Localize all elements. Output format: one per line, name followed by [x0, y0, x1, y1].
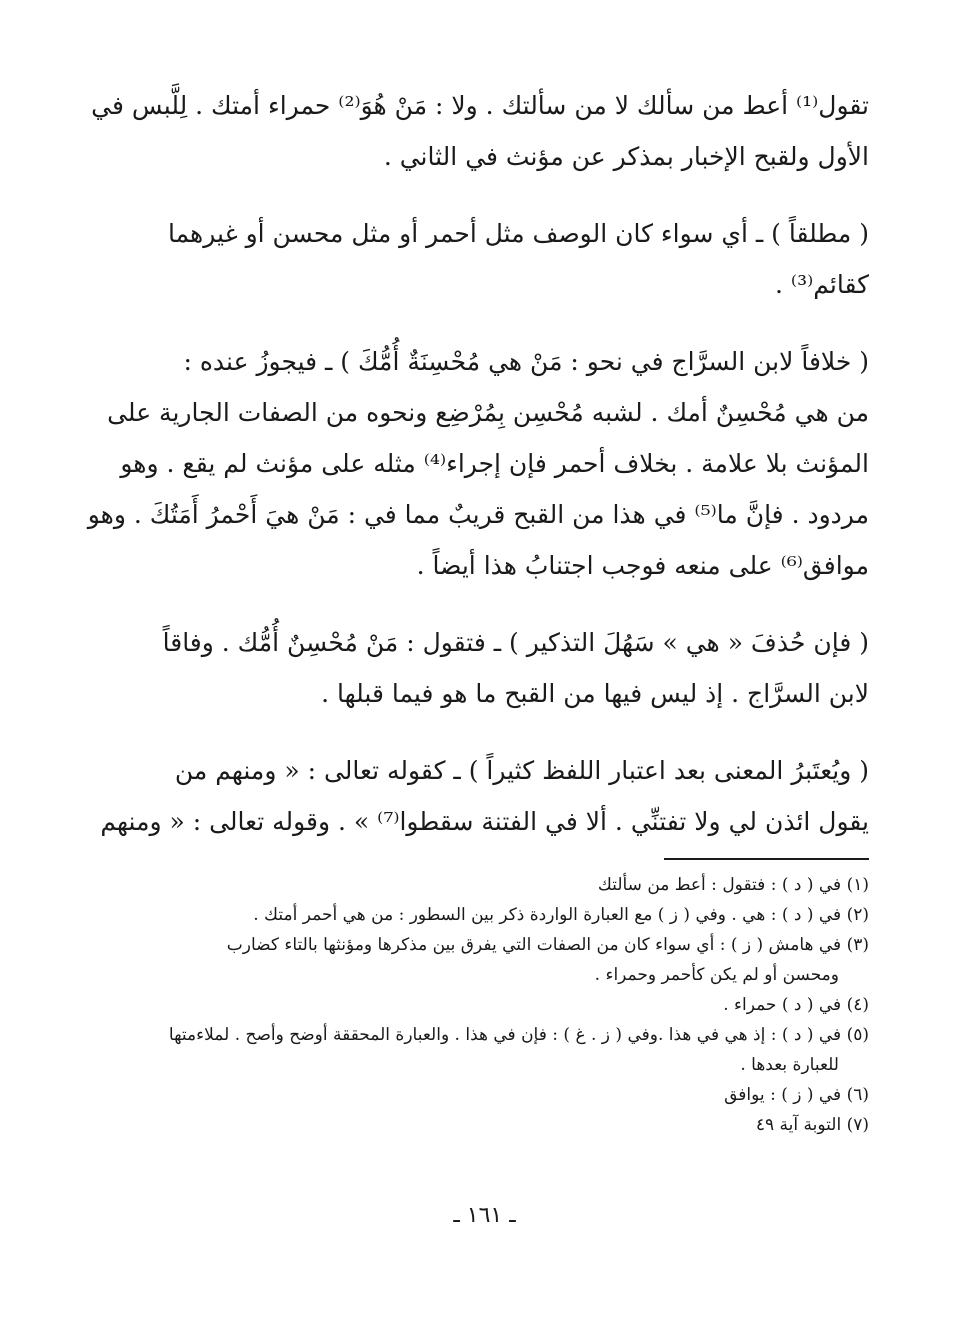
- text-line: مردود . فإنَّ ما⁽⁵⁾ في هذا من القبح قريبٌ مما في : مَنْ هيَ أَحْمرُ أَمَتُكَ . وهو: [87, 500, 869, 529]
- text-line: تقول⁽¹⁾ أعط من سألك لا من سألتك . ولا : مَنْ هُوَ⁽²⁾ حمراء أمتك . لِلَّبس في: [91, 91, 869, 120]
- text-line: ( ويُعتَبرُ المعنى بعد اعتبار اللفظ كثيراً ) ـ كقوله تعالى : « ومنهم من: [174, 756, 869, 785]
- text-line: كقائم⁽³⁾ .: [775, 270, 869, 299]
- footnote-1: (١) في ( د ) : فتقول : أعط من سألتك: [597, 875, 869, 895]
- footnote-5: (٥) في ( د ) : إذ هي في هذا .وفي ( ز . غ ) : فإن في هذا . والعبارة المحققة أوضح وأصح . لملاءمتها: [168, 1025, 869, 1045]
- main-text: [87, 80, 869, 873]
- text-line: ( خلافاً لابن السرَّاج في نحو : مَنْ هي مُحْسِنَةٌ أُمُّكَ ) ـ فيجوزُ عنده :: [183, 347, 869, 376]
- footnote-3: (٣) في هامش ( ز ) : أي سواء كان من الصفات التي يفرق بين مذكرها ومؤنثها بالتاء كضارب: [226, 935, 869, 955]
- text-line: يقول ائذن لي ولا تفتنِّي . ألا في الفتنة سقطوا⁽⁷⁾ » . وقوله تعالى : « ومنهم: [100, 807, 869, 836]
- footnote-7: (٧) التوبة آية ٤٩: [755, 1115, 869, 1135]
- footnote-4: (٤) في ( د ) حمراء .: [723, 995, 869, 1015]
- paragraph-3: [87, 336, 869, 591]
- text-line: موافق⁽⁶⁾ على منعه فوجب اجتنابُ هذا أيضاً .: [416, 551, 869, 580]
- text-line: ( مطلقاً ) ـ أي سواء كان الوصف مثل أحمر أو مثل محسن أو غيرهما: [167, 219, 869, 248]
- text-line: من هي مُحْسِنٌ أمك . لشبه مُحْسِن بِمُرْضِع ونحوه من الصفات الجارية على: [107, 398, 869, 427]
- footnotes-section: [150, 858, 869, 1142]
- text-line: ( فإن حُذفَ « هي » سَهُلَ التذكير ) ـ فتقول : مَنْ مُحْسِنٌ أُمُّك . وفاقاً: [162, 628, 869, 657]
- footnote-6: (٦) في ( ز ) : يوافق: [724, 1085, 869, 1105]
- footnote-5-continuation: للعبارة بعدها .: [740, 1055, 839, 1075]
- paragraph-4: [150, 617, 869, 719]
- paragraph-1: [91, 80, 869, 182]
- paragraph-5: [100, 745, 869, 847]
- page-number: ـ ١٦١ ـ: [453, 1203, 516, 1228]
- text-line: المؤنث بلا علامة . بخلاف أحمر فإن إجراء⁽⁴⁾ مثله على مؤنث لم يقع . وهو: [120, 449, 869, 478]
- footnote-divider: [664, 858, 869, 860]
- paragraph-2: [150, 208, 869, 310]
- footnote-3-continuation: ومحسن أو لم يكن كأحمر وحمراء .: [594, 965, 839, 985]
- text-line: الأول ولقبح الإخبار بمذكر عن مؤنث في الثاني .: [383, 142, 869, 171]
- text-line: لابن السرَّاج . إذ ليس فيها من القبح ما هو فيما قبلها .: [321, 679, 869, 708]
- footnote-2: (٢) في ( د ) : هي . وفي ( ز ) مع العبارة الواردة ذكر بين السطور : من هي أحمر أمتك .: [253, 905, 869, 925]
